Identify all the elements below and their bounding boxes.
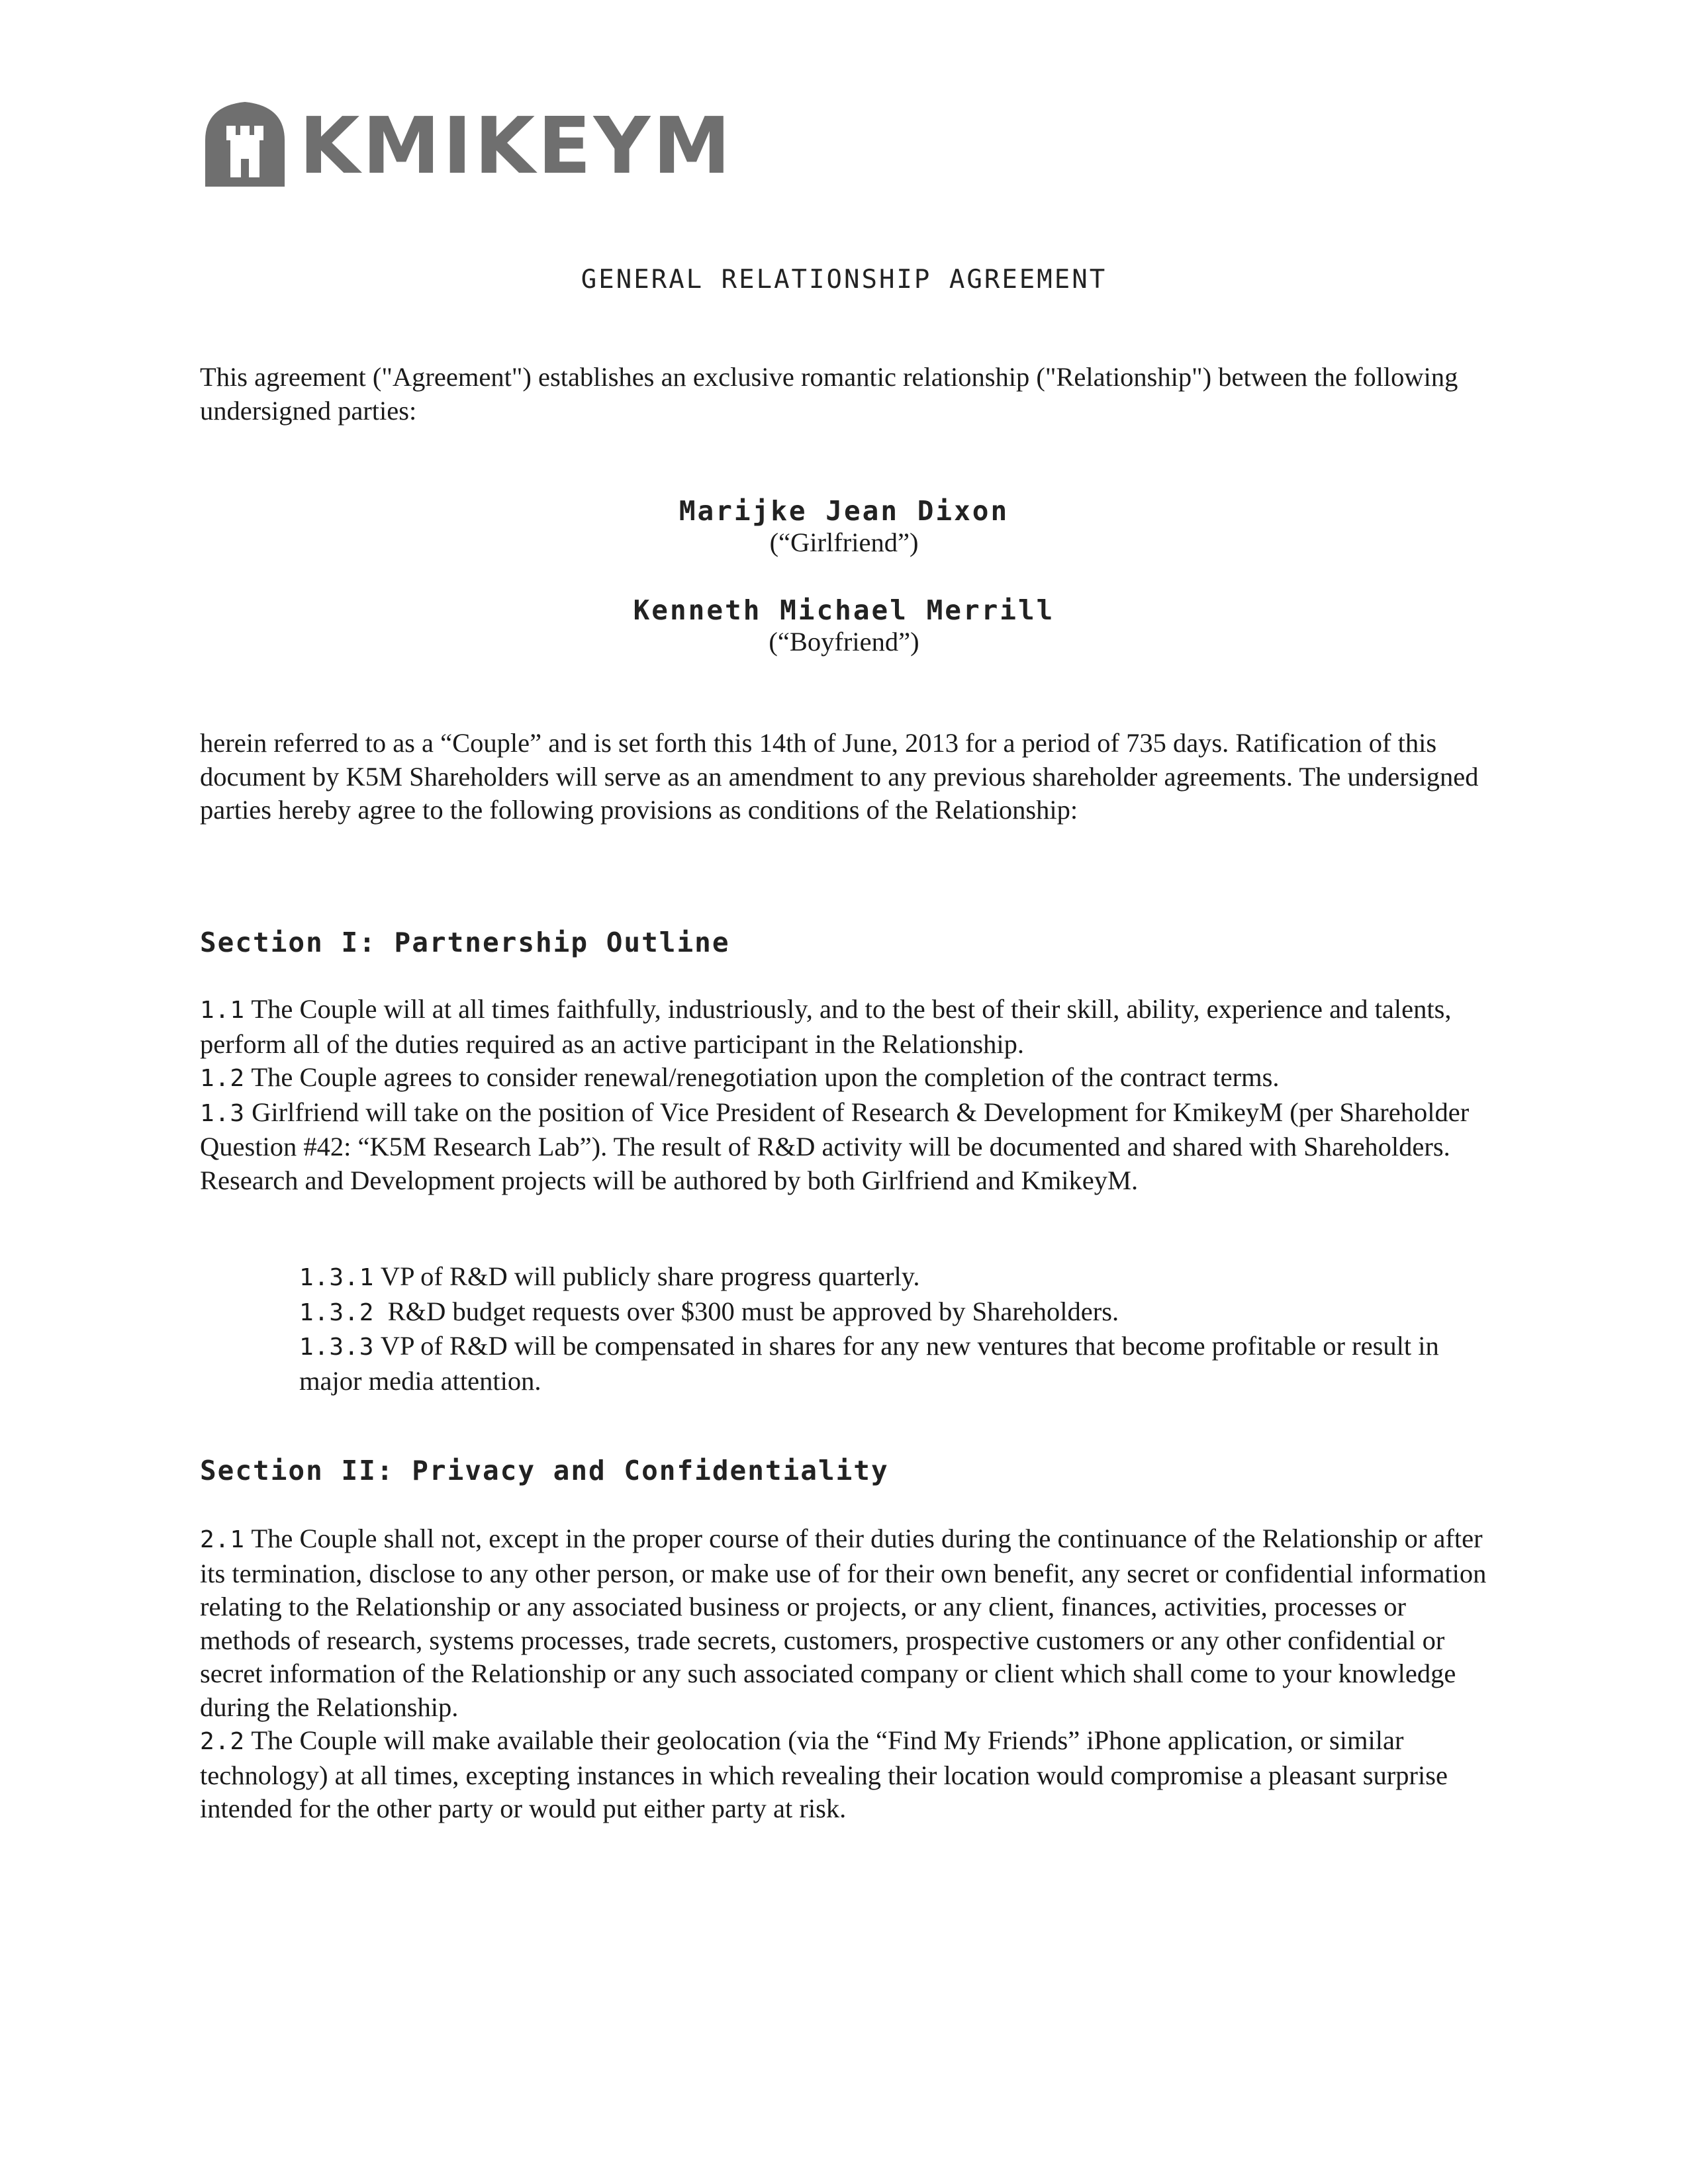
clause-text: The Couple will make available their geolocation (via the “Find My Friends” iPhone application, or similar technology) at all times, excepting instances in which revealing their location would compromise a pleasant surprise intended for the other party or would put either party at risk. <box>200 1725 1448 1823</box>
clause-1-3-1 <box>299 1260 1497 1295</box>
clause-number: 1.1 <box>200 997 246 1024</box>
clause-1-3 <box>200 1096 1497 1198</box>
preamble-paragraph: herein referred to as a “Couple” and is set forth this 14th of June, 2013 for a period of 735 days. Ratification of this document by K5M Shareholders will serve as an amendment to any previous shareholder agreements. The undersigned parties hereby agree to the following provisions as conditions of the Relationship: <box>200 728 1479 825</box>
section-2-heading: Section II: Privacy and Confidentiality <box>200 1455 889 1486</box>
clause-text: R&D budget requests over $300 must be approved by Shareholders. <box>374 1296 1119 1326</box>
clause-text: The Couple shall not, except in the proper course of their duties during the continuance of the Relationship or after its termination, disclose to any other person, or make use of for their own benefit, any secret or confidential information relating to the Relationship or any associated business or projects, or any client, finances, activities, processes or methods of research, systems processes, trade secrets, customers, prospective customers or any other confidential or secret information of the Relationship or any such associated company or client which shall come to your knowledge during the Relationship. <box>200 1524 1487 1722</box>
company-logo <box>200 99 733 192</box>
party-role-boyfriend: (“Boyfriend”) <box>769 627 919 657</box>
party-role-girlfriend: (“Girlfriend”) <box>769 527 919 557</box>
clause-number: 1.3.2 <box>299 1298 375 1326</box>
intro-paragraph: This agreement ("Agreement") establishes an exclusive romantic relationship ("Relationship") between the following undersigned parties: <box>200 362 1458 426</box>
logo-wordmark: KMIKEYM <box>299 100 733 191</box>
clause-1-2 <box>200 1061 1497 1096</box>
clause-text: VP of R&D will publicly share progress quarterly. <box>374 1261 920 1291</box>
section-1-clauses <box>200 993 1497 1197</box>
section-1-subclauses <box>299 1260 1497 1398</box>
clause-2-2 <box>200 1724 1497 1826</box>
clause-number: 1.3.3 <box>299 1334 375 1361</box>
clause-text: Girlfriend will take on the position of Vice President of Research & Development for KmikeyM (per Shareholder Question #42: “K5M Research Lab”). The result of R&D activity will be documented and shared with Shareholders. Research and Development projects will be authored by both Girlfriend and KmikeyM. <box>200 1097 1470 1195</box>
document-title: GENERAL RELATIONSHIP AGREEMENT <box>581 265 1107 295</box>
clause-1-3-3 <box>299 1330 1497 1398</box>
clause-number: 2.1 <box>200 1526 246 1553</box>
clause-number: 1.3 <box>200 1099 246 1127</box>
clause-text: VP of R&D will be compensated in shares for any new ventures that become profitable or result in major media attention. <box>299 1331 1439 1396</box>
castle-tower-icon <box>200 99 290 192</box>
clause-text: The Couple will at all times faithfully, industriously, and to the best of their skill, ability, experience and talents, perform all of the duties required as an active participant in the Relationship. <box>200 994 1452 1059</box>
clause-2-1 <box>200 1522 1497 1724</box>
clause-number: 1.3.1 <box>299 1264 375 1291</box>
section-1-heading: Section I: Partnership Outline <box>200 927 730 958</box>
clause-1-1 <box>200 993 1497 1061</box>
clause-1-3-2 <box>299 1295 1497 1330</box>
party-name-girlfriend: Marijke Jean Dixon <box>679 495 1009 527</box>
clause-text: The Couple agrees to consider renewal/renegotiation upon the completion of the contract terms. <box>245 1062 1280 1092</box>
clause-number: 2.2 <box>200 1728 246 1755</box>
party-name-boyfriend: Kenneth Michael Merrill <box>633 594 1055 626</box>
clause-number: 1.2 <box>200 1065 246 1092</box>
section-2-clauses <box>200 1522 1497 1826</box>
